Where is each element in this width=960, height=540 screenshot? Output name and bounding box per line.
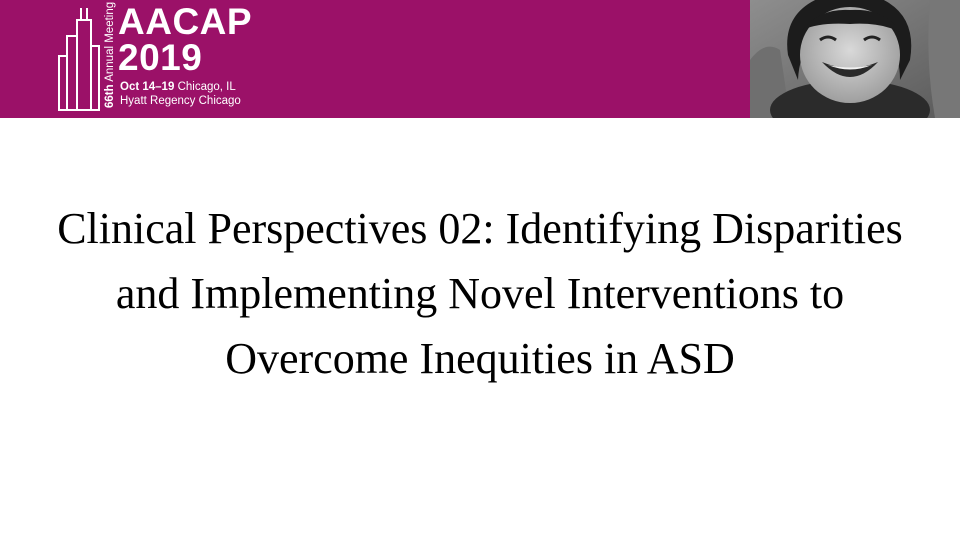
header-banner [0,0,960,118]
brand-name: AACAP [118,1,253,42]
annual-meeting-label: 66th Annual Meeting [104,1,116,108]
meeting-venue: Hyatt Regency Chicago [120,95,241,107]
meeting-year: 2019 [118,37,203,78]
chicago-skyline-logo [55,6,101,112]
slide-title: Clinical Perspectives 02: Identifying Disparities and Implementing Novel Interventions to Overcome Inequities in ASD [57,204,903,383]
smiling-child-photo [750,0,960,118]
meeting-dates: Oct 14–19 Chicago, IL [120,81,236,93]
